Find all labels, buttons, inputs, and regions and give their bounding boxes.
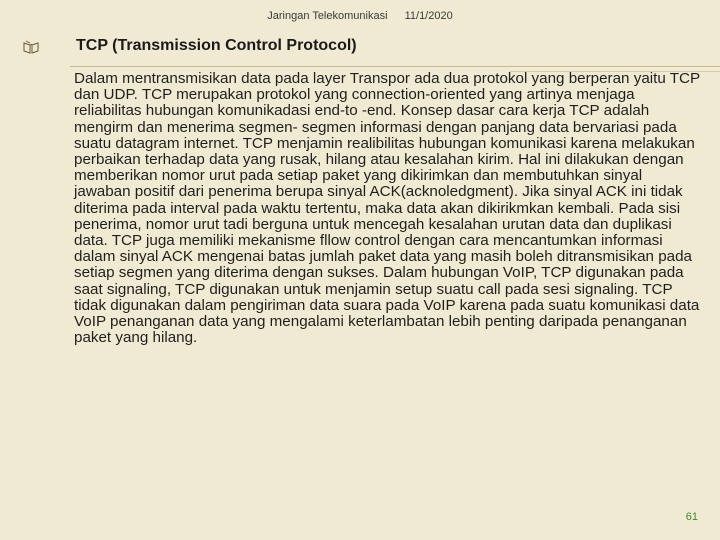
slide-title: TCP (Transmission Control Protocol) (76, 37, 357, 54)
slide-date: 11/1/2020 (404, 10, 453, 22)
header-divider (70, 66, 720, 67)
slide-header (0, 10, 720, 22)
body-paragraph: Dalam mentransmisikan data pada layer Transpor ada dua protokol yang berperan yaitu TCP dan UDP. TCP merupakan protokol yang connection-oriented yang artinya menjaga reliabilitas hubungan komunikadasi end-to -end. Konsep dasar cara kerja TCP adalah mengirm dan menerima segmen- segmen informasi dengan panjang data bervariasi pada suatu datagram internet. TCP menjamin realibilitas hubungan komunikasi karena melakukan perbaikan terhadap data yang rusak, hilang atau kesalahan kirim. Hal ini dilakukan dengan memberikan nomor urut pada setiap paket yang dikirimkan dan membutuhkan sinyal jawaban positif dari penerima berupa sinyal ACK(acknoledgment). Jika sinyal ACK ini tidak diterima pada interval pada waktu tertentu, maka data akan dikirikmkan kembali. Pada sisi penerima, nomor urut tadi berguna untuk mencegah kesalahan urutan data dan duplikasi data. TCP juga memiliki mekanisme fllow control dengan cara mencantumkan informasi dalam sinyal ACK mengenai batas jumlah paket data yang masih boleh ditransmisikan pada setiap segmen yang diterima dengan sukses. Dalam hubungan VoIP, TCP digunakan pada saat signaling, TCP digunakan untuk menjamin setup suatu call pada sesi signaling. TCP tidak digunakan dalam pengiriman data suara pada VoIP karena pada suatu komunikasi data VoIP penanganan data yang mengalami keterlambatan lebih penting daripada penanganan paket yang hilang. (74, 70, 700, 347)
course-name: Jaringan Telekomunikasi (267, 10, 388, 22)
open-book-icon (22, 38, 40, 56)
page-number: 61 (685, 511, 698, 523)
